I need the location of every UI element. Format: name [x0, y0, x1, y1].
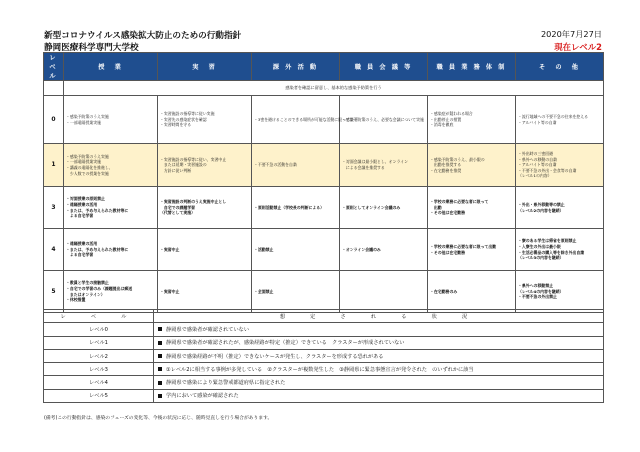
level-definition-table [43, 309, 604, 403]
cell-line: による会議を推奨する [342, 165, 385, 170]
cell-line: ・対面授業の原則禁止 [66, 196, 105, 202]
column-header-staff-meetings: 職 員 会 議 等 [340, 53, 428, 81]
cell-line: ・入寮生の外出は最小限 [518, 243, 561, 249]
row-cell [516, 229, 604, 271]
cell-line: ・感染予防策のうえ、最小限の [430, 156, 485, 162]
table-row [44, 229, 604, 271]
row-cell [64, 144, 158, 187]
legend-status: 静岡県で感染者が確認されていない [154, 323, 604, 336]
cell-line: （レベル2の内容を継続） [518, 207, 564, 213]
banner-row [44, 81, 604, 96]
legend-row [44, 376, 604, 389]
row-cell [64, 271, 158, 313]
row-cell [158, 229, 252, 271]
cell-line: ・実習中止 [160, 288, 180, 294]
row-cell [516, 96, 604, 144]
cell-line: ・その他は在宅勤務 [430, 210, 466, 216]
cell-line: 少人数での授業を実施 [66, 170, 109, 176]
cell-line: ・休校措置 [66, 297, 86, 303]
row-cell [158, 96, 252, 144]
legend-status: 学内において感染が確認された [154, 389, 604, 402]
cell-line: ・アルバイト等の自粛 [518, 162, 557, 168]
cell-line: ・実習時間を守る [160, 122, 192, 128]
legend-row [44, 363, 604, 376]
row-cell [252, 187, 340, 229]
row-cell [64, 229, 158, 271]
row-cell [340, 144, 428, 187]
cell-line: ・感染予防策のうえ実施 [66, 113, 109, 119]
legend-level-name: レベル1 [44, 336, 154, 349]
cell-line: ・生活必需品の購入等を除き外出自粛 [518, 249, 585, 255]
row-cell [158, 271, 252, 313]
cell-line: ・一部遠隔授業実施 [66, 119, 102, 125]
column-header-staff-work: 職 員 業 務 体 制 [428, 53, 516, 81]
row-cell [428, 229, 516, 271]
row-level: 4 [44, 229, 64, 271]
legend-level-name: レベル4 [44, 376, 154, 389]
legend-level-name: レベル5 [44, 389, 154, 402]
common-measure-banner: 感染者を確認に留意し、基本的な感染予防策を行う [64, 81, 604, 96]
square-bullet-icon [158, 341, 162, 345]
legend-row [44, 336, 604, 349]
cell-line: ・または、予め与えられた教材等に [66, 246, 129, 252]
row-level: 0 [44, 96, 64, 144]
cell-line: よる自宅学習 [66, 213, 94, 219]
cell-line: （レベル4の内容を継続） [518, 288, 564, 294]
cell-line: ・その他は在宅勤務 [430, 249, 466, 255]
column-header-extracurricular: 課 外 活 動 [252, 53, 340, 81]
cell-line: （代替として実施） [160, 210, 196, 216]
document-date: 2020年7月27日 [540, 29, 602, 39]
cell-line: ・不要不急の活動を自粛 [254, 162, 297, 168]
column-header-practicum: 実 習 [158, 53, 252, 81]
row-cell [64, 96, 158, 144]
cell-line: またはオンライン） [66, 291, 105, 297]
legend-header-row [44, 310, 604, 323]
cell-line: ・外出時の三密回避 [518, 151, 554, 157]
cell-line: ・感染症が疑われる場合 [430, 111, 473, 117]
cell-line: ・遠隔授業の活用 [66, 241, 98, 247]
legend-level-name: レベル2 [44, 349, 154, 362]
row-cell [428, 96, 516, 144]
cell-line: ・消毒を徹底 [430, 122, 454, 128]
action-guideline-table [43, 52, 604, 313]
school-name: 静岡医療科学専門大学校 [44, 43, 139, 53]
cell-line: よる自宅学習 [66, 252, 94, 258]
row-level: 3 [44, 187, 64, 229]
column-header-other: そ の 他 [516, 53, 604, 81]
cell-line: （レベル3の内容を継続） [518, 255, 564, 261]
cell-line: ・実習中止 [160, 246, 180, 252]
cell-line: ・在宅勤務のみ [430, 288, 458, 294]
cell-line: ・感染予防策のうえ、必要な会議について実施 [342, 116, 424, 122]
cell-line: ・一部遠隔授業実施 [66, 159, 102, 165]
row-cell [340, 96, 428, 144]
cell-line: ・3密を避けることのできる場所が可能な活動に限って許可 [254, 116, 358, 122]
cell-line: ・県外への移動禁止 [518, 283, 554, 289]
column-header-level: レベル [44, 53, 64, 81]
legend-row [44, 389, 604, 402]
row-cell [252, 144, 340, 187]
legend-status: 静岡県で感染者が確認されたが、感染経路が特定（推定）できている クラスターが形成されていない [154, 336, 604, 349]
column-header-classes: 授 業 [64, 53, 158, 81]
cell-line: ・実習施設の指導等に従い実施 [160, 111, 215, 117]
current-level-badge: 現在レベル2 [554, 42, 602, 52]
row-cell [252, 96, 358, 144]
cell-line: ・出勤停止の措置 [430, 116, 462, 122]
page-title: 新型コロナウイルス感染拡大防止のための行動指針 [44, 31, 242, 41]
row-cell [428, 144, 516, 187]
legend-row [44, 323, 604, 336]
row-cell [340, 271, 428, 313]
cell-line: （レベル1の内容） [518, 173, 552, 179]
cell-line: ・不要不急の外出禁止 [518, 294, 557, 300]
legend-level-name: レベル3 [44, 363, 154, 376]
row-cell [158, 144, 252, 187]
row-cell [252, 271, 340, 313]
cell-line: ・実習施設の判断のうえ実施中止とし [160, 199, 227, 205]
cell-line: ・自宅での学習のみ（課題提出は郵送 [66, 285, 133, 291]
row-cell [158, 187, 252, 229]
cell-line: ・教員と学生の接触禁止 [66, 280, 109, 286]
legend-status: 静岡県で感染により緊急警戒都道府県に指定された [154, 376, 604, 389]
cell-line: 出勤を推奨する [430, 162, 462, 168]
row-cell [252, 229, 340, 271]
square-bullet-icon [158, 367, 162, 371]
cell-line: ・外出・県外移動等の禁止 [518, 201, 565, 207]
legend-header-status: 想 定 さ れ る 状 況 [154, 310, 604, 323]
cell-line: ・原則活動禁止（学校長の判断による） [254, 204, 325, 210]
row-cell [64, 187, 158, 229]
cell-line: 出勤 [430, 204, 442, 210]
row-cell [516, 271, 604, 313]
cell-line: ・在宅勤務を推奨 [430, 167, 462, 173]
square-bullet-icon [158, 354, 162, 358]
table-row [44, 271, 604, 313]
cell-line: ・対面会議は最小限とし、オンライン [342, 159, 409, 165]
row-cell [428, 187, 516, 229]
cell-line: ・オンライン会議のみ [342, 246, 381, 252]
table-header-row [44, 53, 604, 81]
row-level: 5 [44, 271, 64, 313]
cell-line: または延期・実習施設の [160, 162, 207, 168]
cell-line: ・寮のある学生は帰省を原則禁止 [518, 238, 577, 244]
cell-line: ・不要不急の外出・会食等の自粛 [518, 167, 577, 173]
cell-line: ・または、予め与えられた教材等に [66, 207, 129, 213]
legend-header-level: レ ベ ル [44, 310, 154, 323]
cell-line: ・アルバイト等の自粛 [518, 119, 557, 125]
legend-status: 静岡県で感染経路が不明（推定）できないケースが発生し、クラスターを形成する恐れがある [154, 349, 604, 362]
table-row-highlighted [44, 144, 604, 187]
square-bullet-icon [158, 327, 162, 331]
cell-line: ・流行地域への不要不急の往来を控える [518, 113, 589, 119]
row-cell [516, 187, 604, 229]
row-cell [516, 144, 604, 187]
cell-line: ・原則としてオンライン会議のみ [342, 204, 401, 210]
footnote: (備考)この行動指針は、感染のフェーズの変化等、今後の状況に応じ、随時見直しを行う場合があります。 [44, 416, 273, 421]
cell-line: ・遠隔授業の活用 [66, 201, 98, 207]
row-cell [340, 229, 428, 271]
cell-line: 方針に従い判断 [160, 167, 192, 173]
cell-line: ・県外への移動の自粛 [518, 156, 557, 162]
cell-line: ・実習先の感染症状を確認 [160, 116, 207, 122]
row-level: 1 [44, 144, 64, 187]
legend-level-name: レベル0 [44, 323, 154, 336]
cell-line: ・活動禁止 [254, 246, 274, 252]
square-bullet-icon [158, 381, 162, 385]
square-bullet-icon [158, 394, 162, 398]
cell-line: ・全面禁止 [254, 288, 274, 294]
cell-line: 自宅での課題学習 [160, 204, 196, 210]
cell-line: ・感染予防策のうえ実施 [66, 153, 109, 159]
table-row [44, 96, 604, 144]
legend-row [44, 349, 604, 362]
table-row [44, 187, 604, 229]
legend-status: ①レベル2に相当する事例が多発している ②クラスターが複数発生した ③静岡県に緊急事態宣言が発令された のいずれかに該当 [154, 363, 604, 376]
cell-line: ・学校の業務に必要な者に限って [430, 199, 489, 205]
row-cell [340, 187, 428, 229]
cell-line: ・学校の業務に必要な者に限って出勤 [430, 243, 497, 249]
cell-line: ・実習施設の指導等に従い、実習中止 [160, 156, 227, 162]
cell-line: ・講義の遠隔化を推進し、 [66, 165, 113, 170]
row-cell [428, 271, 516, 313]
